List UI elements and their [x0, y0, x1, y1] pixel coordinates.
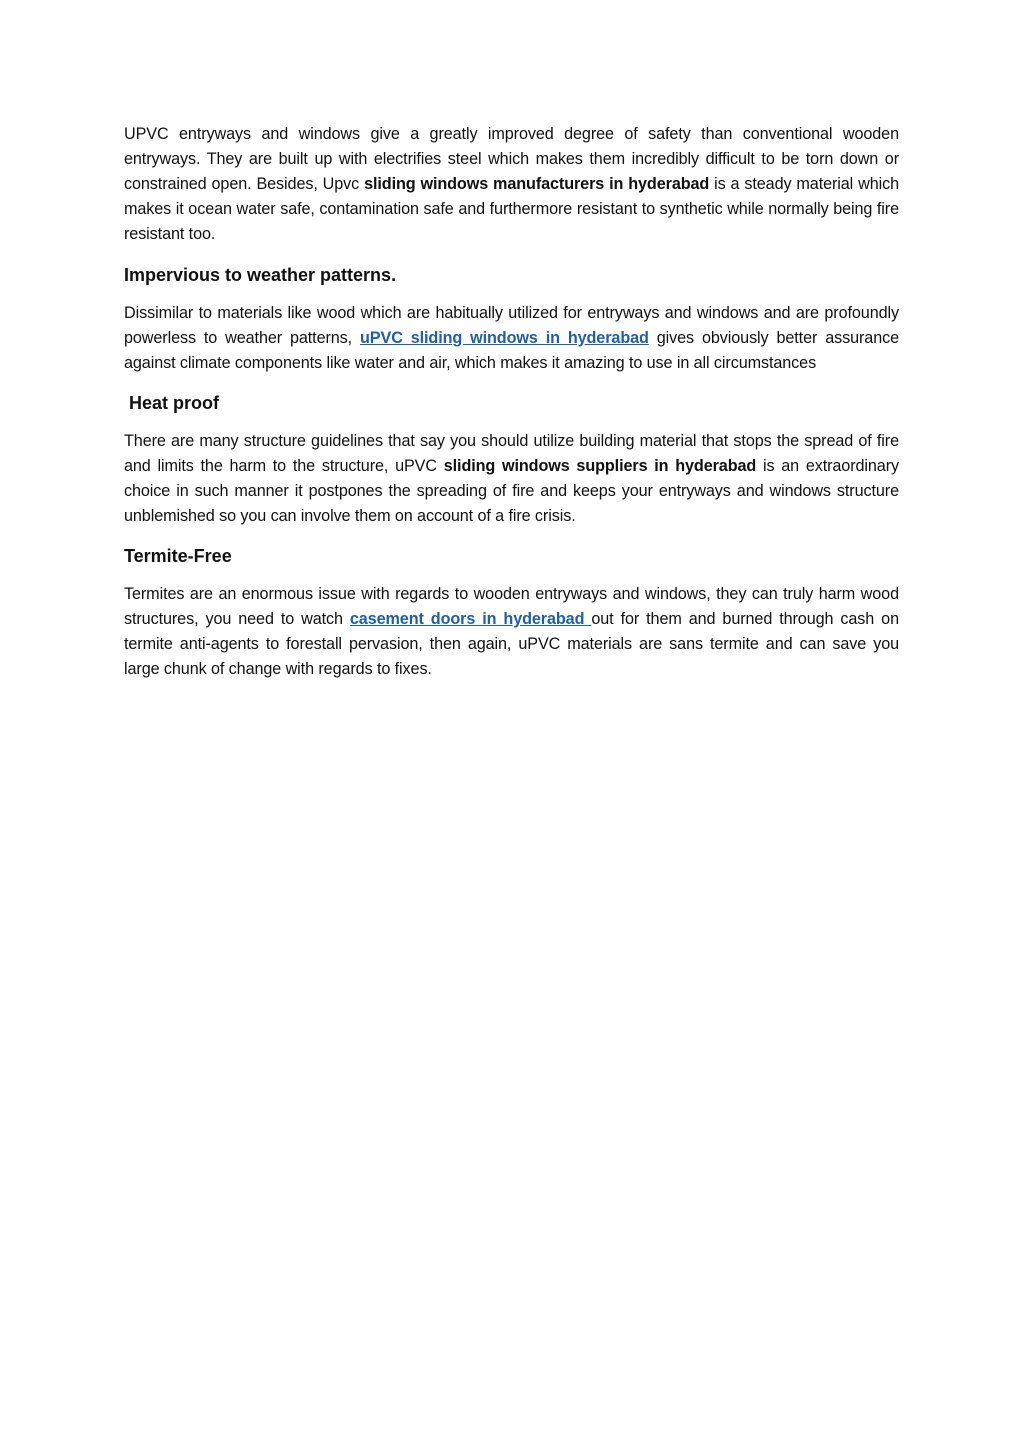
paragraph-weather: [124, 301, 899, 376]
heading-weather: Impervious to weather patterns.: [124, 265, 397, 285]
paragraph-text: gives obviously better assurance against climate components like water and air, which makes it amazing to use in all circumstances: [124, 329, 900, 372]
paragraph-text: UPVC entryways and windows give a greatly improved degree of safety than conventional wooden entryways. They are built up with electrifies steel which makes them incredibly difficult to be torn down or constrained open. Besides, Upvc: [124, 125, 899, 193]
heading-termite-free: Termite-Free: [124, 546, 232, 566]
document-page: [124, 122, 899, 682]
paragraph-termite-free: [124, 582, 899, 682]
paragraph-text: Dissimilar to materials like wood which are habitually utilized for entryways and windows and are profoundly powerless to weather patterns,: [124, 304, 899, 347]
heading-heat-proof: Heat proof: [129, 393, 219, 413]
paragraph-security: [124, 122, 899, 247]
bold-keyword-manufacturers: sliding windows manufacturers in hyderabad: [364, 175, 710, 193]
link-upvc-sliding-windows[interactable]: uPVC sliding windows in hyderabad: [360, 329, 649, 347]
paragraph-heat-proof: [124, 429, 899, 529]
paragraph-text: is a steady material which makes it ocean water safe, contamination safe and furthermore resistant to synthetic while normally being fire resistant too.: [124, 175, 899, 243]
paragraph-text: There are many structure guidelines that say you should utilize building material that stops the spread of fire and limits the harm to the structure, uPVC: [124, 432, 899, 475]
bold-keyword-suppliers: sliding windows suppliers in hyderabad: [443, 457, 757, 475]
paragraph-text: Termites are an enormous issue with regards to wooden entryways and windows, they can truly harm wood structures, you need to watch: [124, 585, 899, 628]
paragraph-text: out for them and burned through cash on termite anti-agents to forestall pervasion, then again, uPVC materials are sans termite and can save you large chunk of change with regards to fixes.: [124, 610, 899, 678]
link-casement-doors[interactable]: casement doors in hyderabad: [349, 610, 592, 628]
paragraph-text: is an extraordinary choice in such manner it postpones the spreading of fire and keeps your entryways and windows structure unblemished so you can involve them on account of a fire crisis.: [124, 457, 899, 525]
